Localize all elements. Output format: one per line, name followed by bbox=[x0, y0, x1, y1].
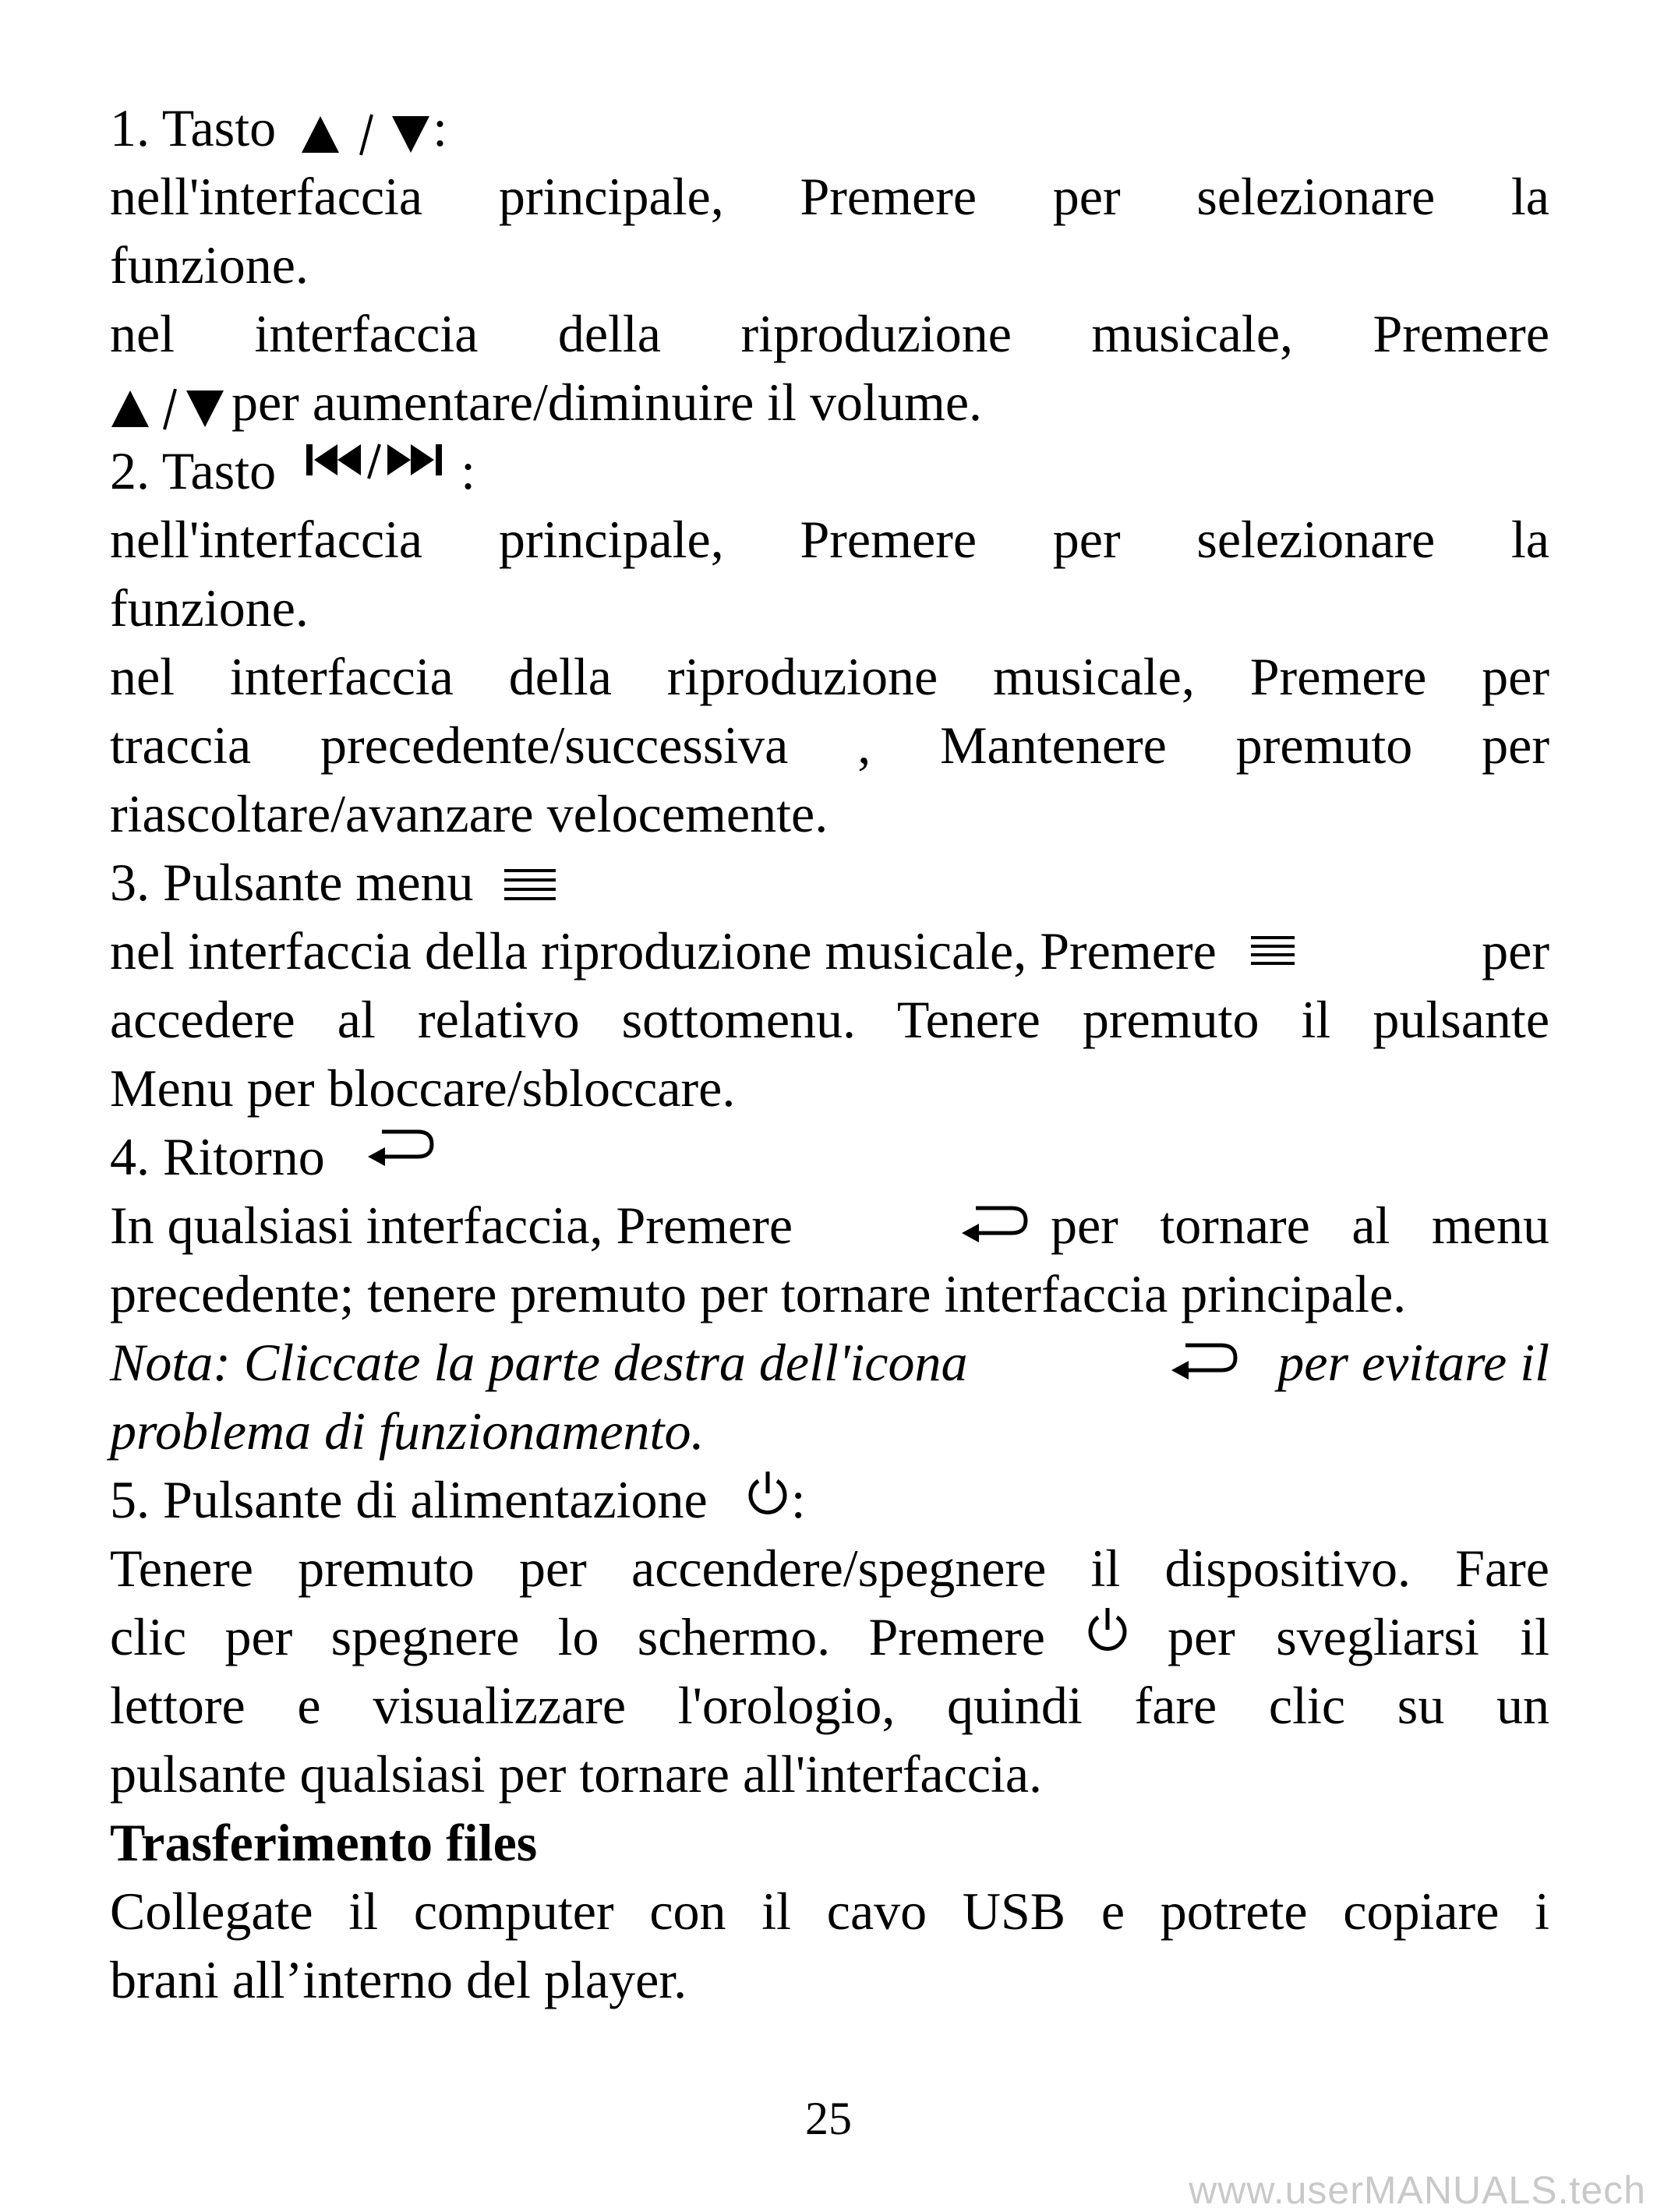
up-down-triangle-icon bbox=[300, 110, 433, 157]
section-4-note: problema di funzionamento. bbox=[110, 1401, 705, 1461]
return-arrow-icon bbox=[960, 1202, 1030, 1249]
section-2-line: nel interfaccia della riproduzione musicale, Premere per bbox=[110, 647, 1549, 706]
power-icon bbox=[1084, 1605, 1131, 1655]
power-icon bbox=[744, 1468, 791, 1518]
section-3-line: Menu per bloccare/sbloccare. bbox=[110, 1058, 736, 1118]
page-number: 25 bbox=[805, 2093, 852, 2144]
section-2-line: traccia precedente/successiva , Mantenere premuto per bbox=[110, 716, 1549, 775]
manual-page-content bbox=[110, 94, 1549, 2014]
section-1-line: per aumentare/diminuire il volume. bbox=[110, 368, 1549, 436]
section-6-line: brani all’interno del player. bbox=[110, 1950, 687, 2009]
section-2-line: nell'interfaccia principale, Premere per selezionare la bbox=[110, 510, 1549, 569]
section-5-line: Tenere premuto per accendere/spegnere il dispositivo. Fare bbox=[110, 1539, 1549, 1598]
section-5-line: pulsante qualsiasi per tornare all'interfaccia. bbox=[110, 1744, 1043, 1804]
menu-lines-icon bbox=[1249, 931, 1296, 970]
section-4-title: 4. Ritorno bbox=[110, 1122, 1549, 1191]
section-1-line: nel interfaccia della riproduzione musicale, Premere bbox=[110, 304, 1549, 363]
section-1-line: nell'interfaccia principale, Premere per selezionare la bbox=[110, 167, 1549, 226]
section-5-title: 5. Pulsante di alimentazione : bbox=[110, 1470, 806, 1529]
section-4-line: precedente; tenere premuto per tornare interfaccia principale. bbox=[110, 1264, 1407, 1323]
section-4-note: Nota: Cliccate la parte destra dell'icona per evitare il bbox=[110, 1333, 1549, 1392]
prev-next-track-icon bbox=[305, 441, 461, 482]
section-heading: Trasferimento files bbox=[110, 1813, 538, 1872]
section-2-title: 2. Tasto : bbox=[110, 441, 476, 500]
section-5-line: clic per spegnere lo schermo. Premere per svegliarsi il bbox=[110, 1602, 1549, 1671]
menu-lines-icon bbox=[503, 866, 557, 910]
section-5-line: lettore e visualizzare l'orologio, quindi fare clic su un bbox=[110, 1676, 1549, 1735]
section-2-line: funzione. bbox=[110, 578, 309, 638]
watermark: www.userMANUALS.tech bbox=[1189, 2168, 1646, 2212]
return-arrow-icon bbox=[1170, 1339, 1240, 1386]
section-3-line: nel interfaccia della riproduzione musicale, Premere per bbox=[110, 921, 1549, 981]
section-6-line: Collegate il computer con il cavo USB e potrete copiare i bbox=[110, 1882, 1549, 1941]
section-1-title: 1. Tasto : bbox=[110, 98, 448, 157]
section-1-line: funzione. bbox=[110, 235, 309, 295]
section-4-line: In qualsiasi interfaccia, Premere per tornare al menu bbox=[110, 1196, 1549, 1255]
section-3-line: accedere al relativo sottomenu. Tenere premuto il pulsante bbox=[110, 990, 1549, 1049]
section-2-line: riascoltare/avanzare velocemente. bbox=[110, 784, 828, 843]
up-down-triangle-icon bbox=[110, 384, 227, 431]
section-3-title: 3. Pulsante menu bbox=[110, 848, 1549, 917]
return-arrow-icon bbox=[366, 1125, 436, 1172]
